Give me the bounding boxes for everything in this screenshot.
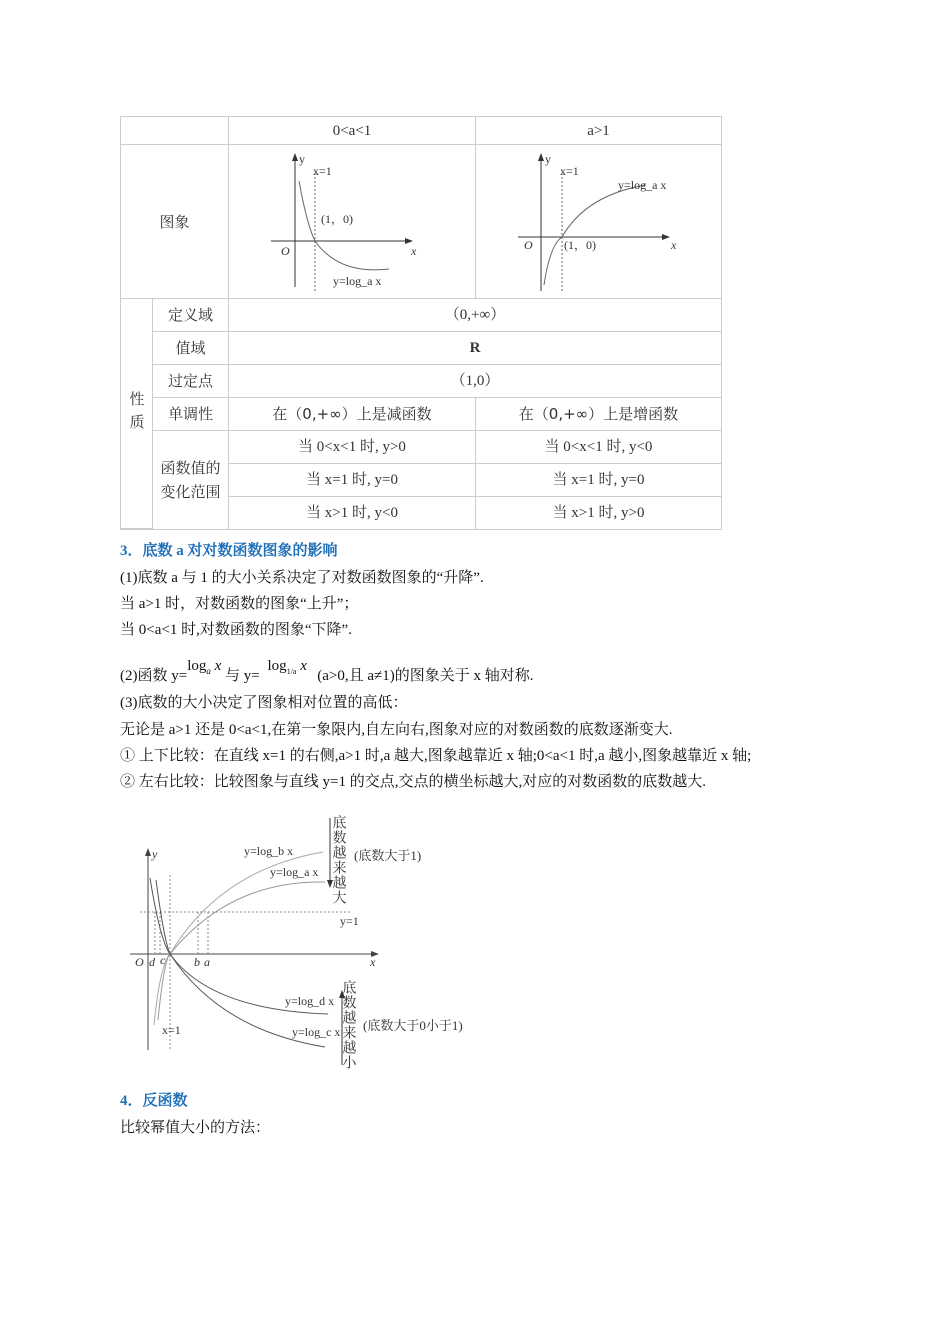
svg-text:y: y: [152, 847, 158, 861]
text-line: (3)底数的大小决定了图象相对位置的高低：: [120, 695, 408, 711]
svg-text:a: a: [204, 955, 210, 969]
svg-text:y: y: [545, 151, 551, 166]
text-line: 当 0<a<1 时,对数函数的图象“下降”.: [120, 622, 352, 638]
svg-text:(1，0): (1，0): [321, 211, 353, 226]
log-properties-table: [120, 116, 722, 530]
section4-heading: 4．反函数: [120, 1093, 188, 1109]
svg-text:x=1: x=1: [313, 163, 332, 178]
svg-text:y: y: [299, 151, 305, 166]
text-line: ② 左右比较：比较图象与直线 y=1 的交点,交点的横坐标越大,对应的对数函数的底数越大.: [120, 774, 706, 790]
svg-text:(底数大于1): (底数大于1): [354, 848, 422, 863]
svg-text:y=log_a x: y=log_a x: [270, 865, 319, 879]
increasing-log-graph: [476, 145, 721, 299]
row-value: 在（0,+∞）上是增函数: [476, 398, 721, 431]
svg-text:(1，0): (1，0): [564, 237, 596, 252]
text-line: ① 上下比较：在直线 x=1 的右侧,a>1 时,a 越大,图象越靠近 x 轴;0<a<1 时,a 越小,图象越靠近 x 轴;: [120, 748, 752, 764]
svg-text:x=1: x=1: [560, 163, 579, 178]
row-label: 定义域: [153, 299, 229, 332]
svg-text:b: b: [194, 955, 200, 969]
svg-text:y=log_c x: y=log_c x: [292, 1025, 341, 1039]
range-value: 当 0<x<1 时, y>0: [229, 431, 476, 464]
svg-text:O: O: [524, 237, 533, 252]
range-value: 当 x=1 时, y=0: [476, 464, 721, 497]
range-value: 当 x>1 时, y>0: [552, 505, 645, 521]
symmetry-line: (2)函数 $y=\log_a$ x 与 y= $\log_{1/a} x$ (a>0,且 a≠1)的图象关于 x 轴对称.: [120, 658, 534, 684]
svg-text:x: x: [370, 955, 376, 969]
svg-text:O: O: [135, 955, 144, 969]
svg-text:x: x: [411, 243, 417, 258]
header-0-a-1: 0<a<1: [229, 117, 476, 145]
text-line: (1)底数 a 与 1 的大小关系决定了对数函数图象的“升降”.: [120, 570, 484, 586]
svg-text:底数越来越大: 底数越来越大: [330, 815, 346, 905]
svg-text:(底数大于0小于1): (底数大于0小于1): [363, 1018, 463, 1033]
svg-text:y=log_a x: y=log_a x: [333, 273, 382, 288]
svg-text:y=1: y=1: [340, 914, 359, 928]
graph-decreasing: [229, 145, 476, 299]
text-line: 当 a>1 时，对数函数的图象“上升”；: [120, 596, 359, 612]
row-label: 值域: [153, 332, 229, 365]
range-label: 函数值的变化范围: [153, 431, 229, 529]
svg-text:x: x: [671, 237, 677, 252]
range-value: 当 x=1 时, y=0: [229, 464, 476, 497]
text-line: 无论是 a>1 还是 0<a<1,在第一象限内,自左向右,图象对应的对数函数的底数逐渐变大.: [120, 722, 673, 738]
row-value: R: [229, 332, 721, 365]
svg-text:c: c: [160, 953, 166, 967]
row-value: 在（0,+∞）上是减函数: [229, 398, 476, 431]
svg-text:x=1: x=1: [162, 1023, 181, 1037]
range-value: 当 x>1 时, y<0: [229, 497, 476, 529]
svg-text:y=log_a x: y=log_a x: [618, 177, 667, 192]
graph-increasing: [476, 145, 721, 299]
row-value: （1,0）: [229, 365, 721, 398]
decreasing-log-graph: [229, 145, 475, 299]
svg-text:y=log_b x: y=log_b x: [244, 844, 294, 858]
header-empty: [121, 117, 229, 145]
section3-heading: 3．底数 a 对对数函数图象的影响: [120, 543, 338, 559]
row-label: 单调性: [153, 398, 229, 431]
properties-label: 性质: [121, 299, 153, 529]
svg-text:O: O: [281, 243, 290, 258]
svg-text:d: d: [149, 955, 155, 969]
text-line: 比较幂值大小的方法：: [120, 1120, 271, 1136]
svg-text:y=log_d x: y=log_d x: [285, 994, 335, 1008]
row-value: （0,+∞）: [229, 299, 721, 332]
range-value: 当 0<x<1 时, y<0: [476, 431, 721, 464]
svg-text:底数越来越小: 底数越来越小: [340, 980, 356, 1070]
base-comparison-diagram: [120, 800, 500, 1085]
graph-label: 图象: [121, 145, 229, 299]
row-label: 过定点: [153, 365, 229, 398]
header-a-gt-1: a>1: [476, 117, 721, 145]
